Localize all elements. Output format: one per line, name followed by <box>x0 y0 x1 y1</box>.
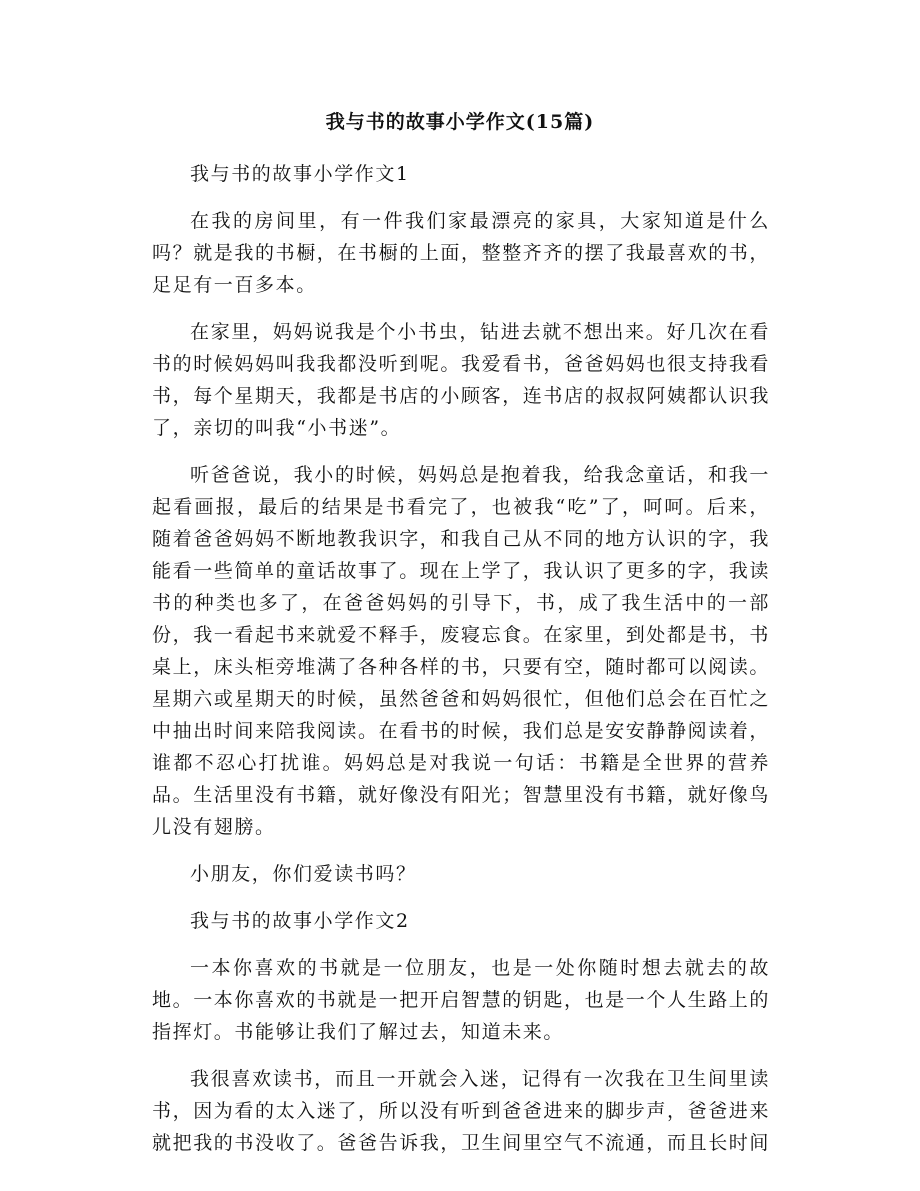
paragraph: 小朋友，你们爱读书吗？ <box>190 863 417 885</box>
section-heading-1: 我与书的故事小学作文1 <box>190 163 410 185</box>
paragraph: 在我的房间里，有一件我们家最漂亮的家具，大家知道是什么吗？就是我的书橱，在书橱的上面，整整齐齐的摆了我最喜欢的书，足足有一百多本。 <box>152 210 771 296</box>
paragraph: 一本你喜欢的书就是一位朋友，也是一处你随时想去就去的故地。一本你喜欢的书就是一把开启智慧的钥匙，也是一个人生路上的指挥灯。书能够让我们了解过去，知道未来。 <box>152 957 771 1043</box>
paragraph: 我很喜欢读书，而且一开就会入迷，记得有一次我在卫生间里读书，因为看的太入迷了，所以没有听到爸爸进来的脚步声，爸爸进来就把我的书没收了。爸爸告诉我，卫生间里空气不流通，而且长时间 <box>152 1068 771 1154</box>
section-heading-2: 我与书的故事小学作文2 <box>190 910 410 932</box>
document-body <box>152 158 770 1174</box>
paragraph: 听爸爸说，我小的时候，妈妈总是抱着我，给我念童话，和我一起看画报，最后的结果是书看完了，也被我“吃”了，呵呵。后来，随着爸爸妈妈不断地教我识字，和我自己从不同的地方认识的字，我能看一些简单的童话故事了。现在上学了，我认识了更多的字，我读书的种类也多了，在爸爸妈妈的引导下，书，成了我生活中的一部份，我一看起书来就爱不释手，废寝忘食。在家里，到处都是书，书桌上，床头柜旁堆满了各种各样的书，只要有空，随时都可以阅读。星期六或星期天的时候，虽然爸爸和妈妈很忙，但他们总会在百忙之中抽出时间来陪我阅读。在看书的时候，我们总是安安静静阅读着，谁都不忍心打扰谁。妈妈总是对我说一句话：书籍是全世界的营养品。生活里没有书籍，就好像没有阳光；智慧里没有书籍，就好像鸟儿没有翅膀。 <box>152 464 771 838</box>
document-title: 我与书的故事小学作文(15篇) <box>325 111 595 133</box>
paragraph: 在家里，妈妈说我是个小书虫，钻进去就不想出来。好几次在看书的时候妈妈叫我我都没听到呢。我爱看书，爸爸妈妈也很支持我看书，每个星期天，我都是书店的小顾客，连书店的叔叔阿姨都认识我了，亲切的叫我“小书迷”。 <box>152 321 771 439</box>
